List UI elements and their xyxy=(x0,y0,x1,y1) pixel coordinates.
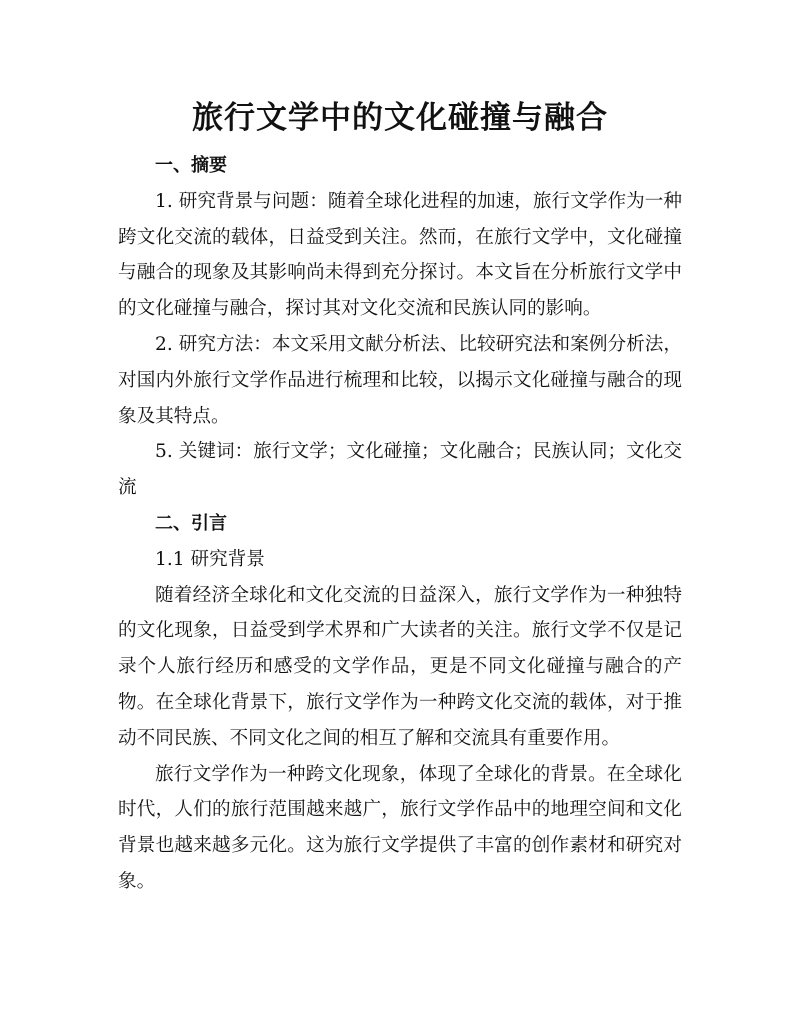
abstract-paragraph-keywords: 5. 关键词：旅行文学；文化碰撞；文化融合；民族认同；文化交流 xyxy=(118,441,682,499)
subsection-heading-background: 1.1 研究背景 xyxy=(155,548,265,570)
document-title: 旅行文学中的文化碰撞与融合 xyxy=(192,100,608,136)
section-heading-abstract: 一、摘要 xyxy=(155,155,227,176)
intro-paragraph-2: 旅行文学作为一种跨文化现象，体现了全球化的背景。在全球化时代，人们的旅行范围越来越广，旅行文学作品中的地理空间和文化背景也越来越多元化。这为旅行文学提供了丰富的创作素材和研究对象。 xyxy=(118,763,682,892)
abstract-paragraph-methods: 2. 研究方法：本文采用文献分析法、比较研究法和案例分析法，对国内外旅行文学作品进行梳理和比较，以揭示文化碰撞与融合的现象及其特点。 xyxy=(118,333,682,427)
document-body xyxy=(118,148,682,900)
section-heading-introduction: 二、引言 xyxy=(155,512,227,534)
abstract-paragraph-background: 1. 研究背景与问题：随着全球化进程的加速，旅行文学作为一种跨文化交流的载体，日益受到关注。然而，在旅行文学中，文化碰撞与融合的现象及其影响尚未得到充分探讨。本文旨在分析旅行文学中的文化碰撞与融合，探讨其对文化交流和民族认同的影响。 xyxy=(118,190,682,320)
intro-paragraph-1: 随着经济全球化和文化交流的日益深入，旅行文学作为一种独特的文化现象，日益受到学术界和广大读者的关注。旅行文学不仅是记录个人旅行经历和感受的文学作品，更是不同文化碰撞与融合的产物。在全球化背景下，旅行文学作为一种跨文化交流的载体，对于推动不同民族、不同文化之间的相互了解和交流具有重要作用。 xyxy=(118,584,682,749)
